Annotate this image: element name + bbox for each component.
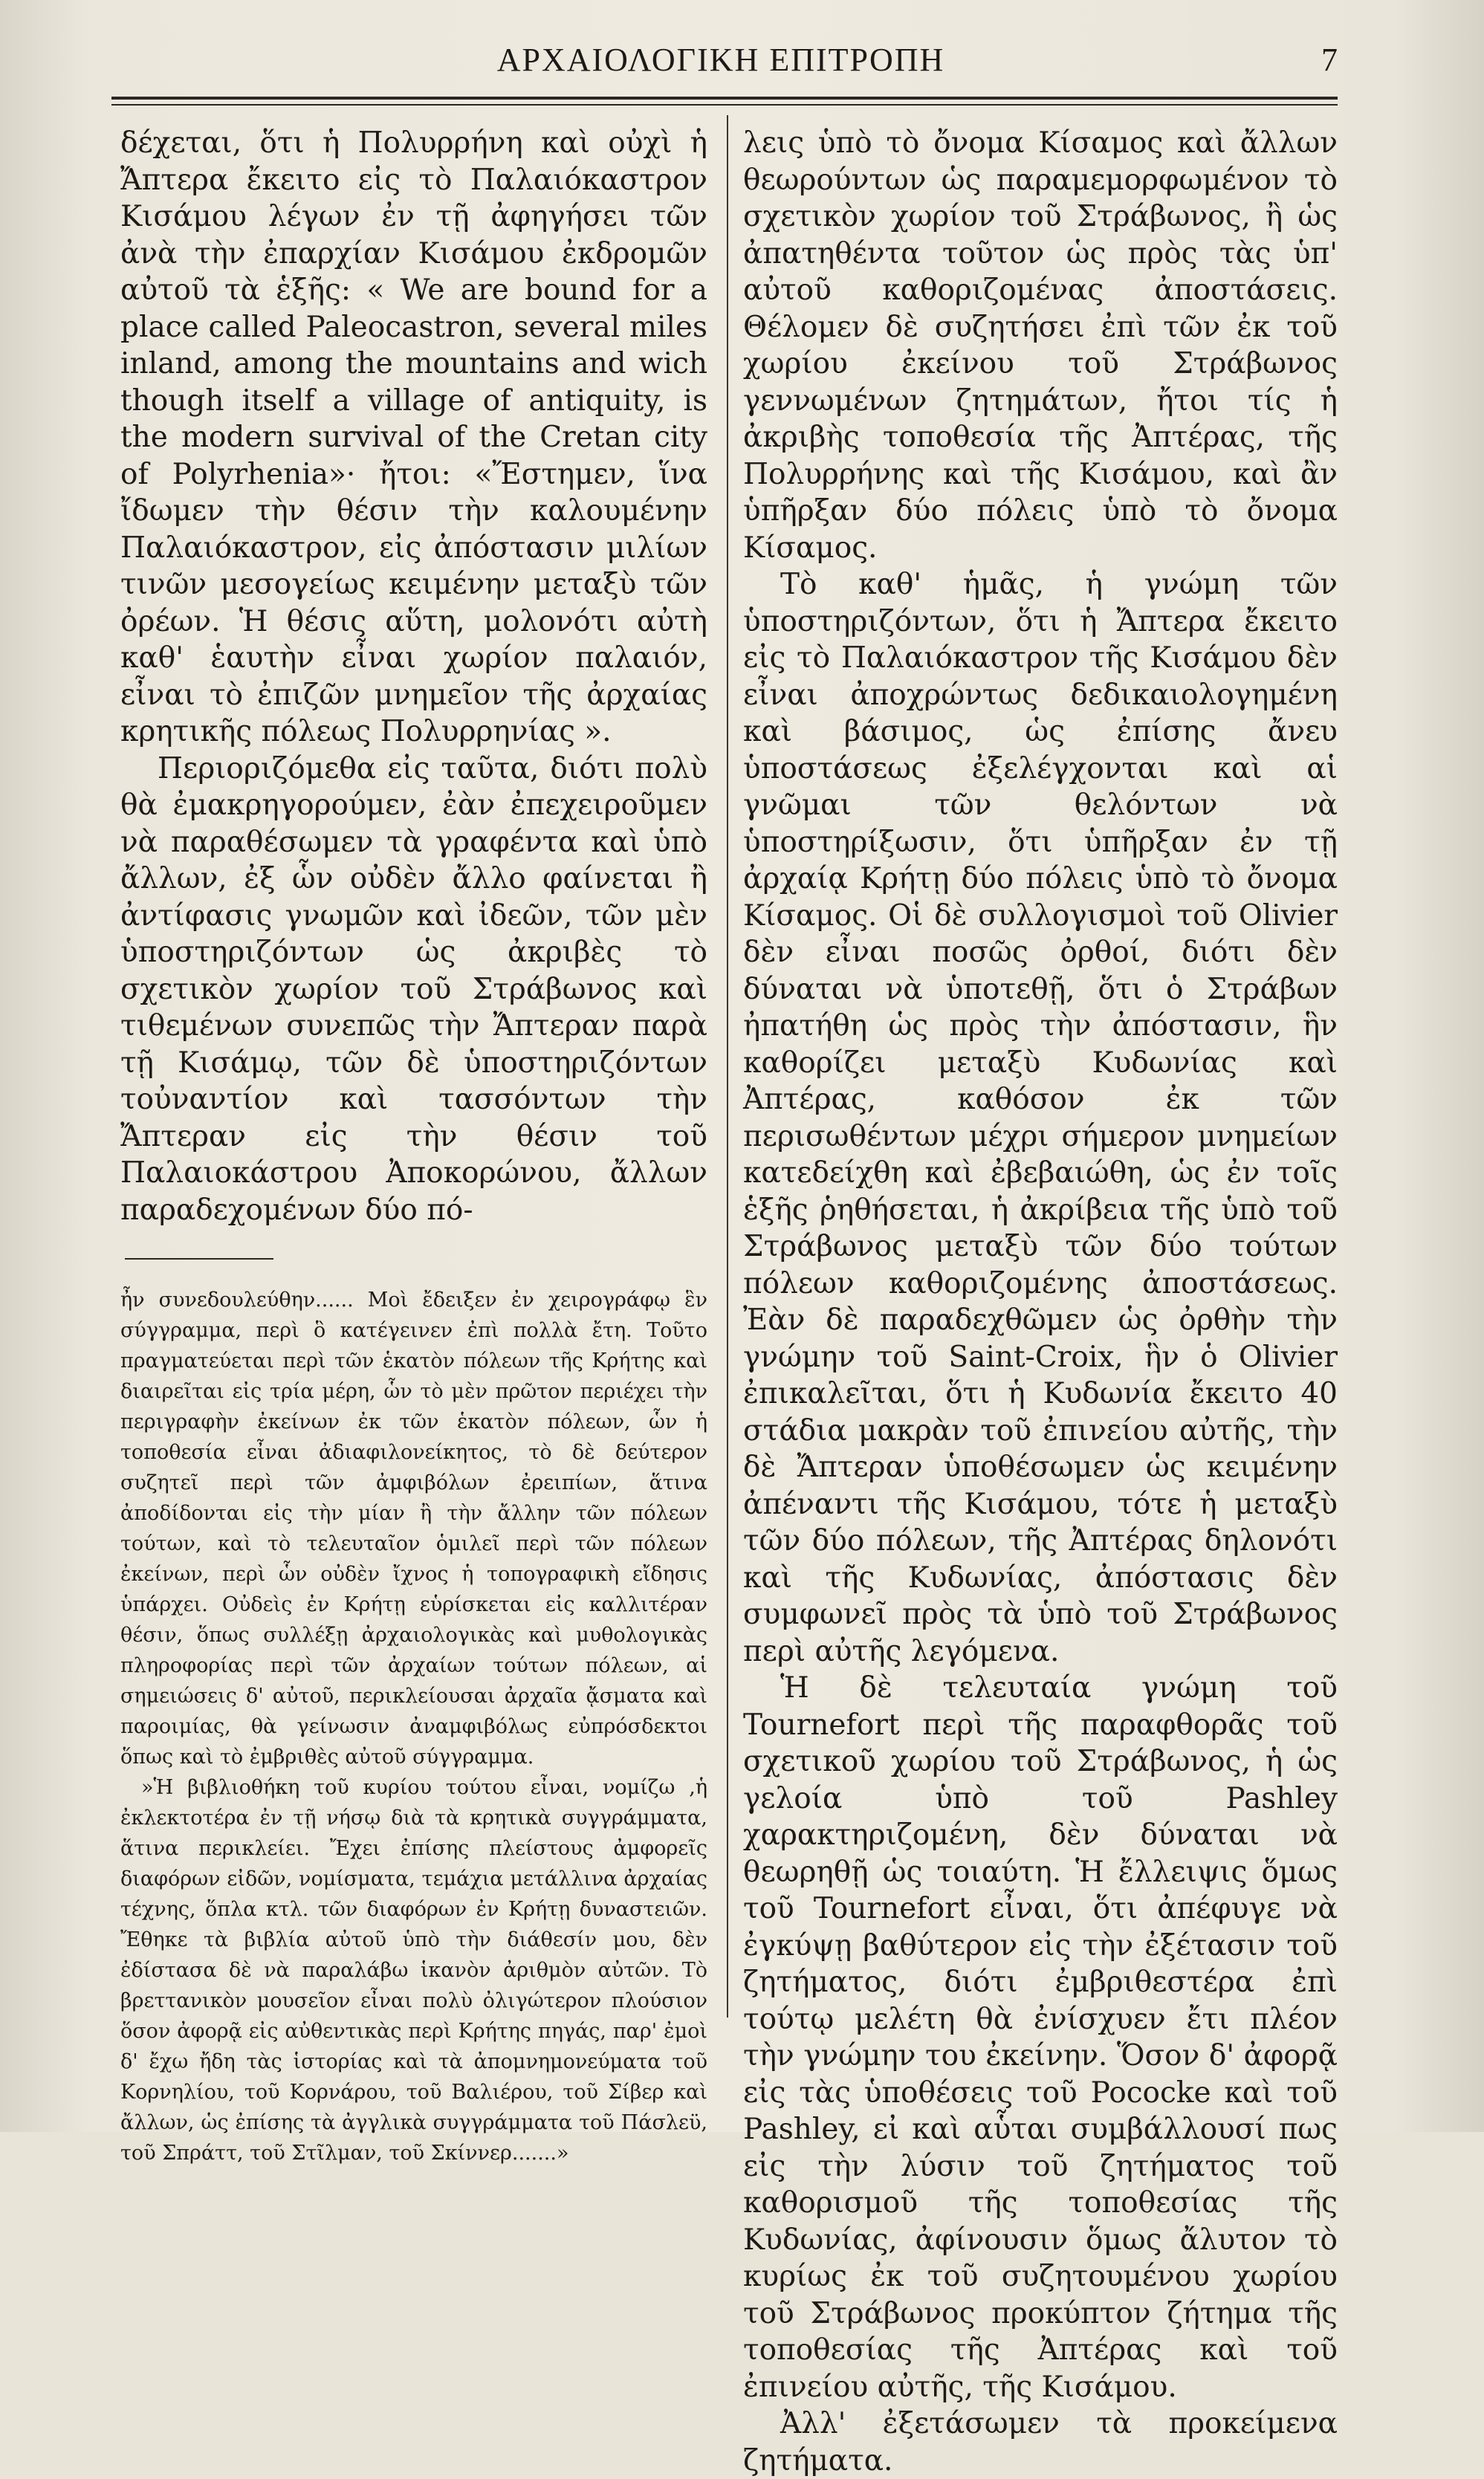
right-column bbox=[743, 125, 1338, 2479]
header-rule-thin bbox=[111, 104, 1338, 106]
right-paragraph-4: Ἀλλ' ἐξετάσωμεν τὰ προκείμενα ζητήματα. bbox=[743, 2407, 1338, 2478]
footnotes bbox=[120, 1285, 707, 2168]
footnote-2: »Ἡ βιβλιοθήκη τοῦ κυρίου τούτου εἶναι, νομίζω ,ἡ ἐκλεκτοτέρα ἐν τῇ νήσῳ διὰ τὰ κρητικὰ συγγράμματα, ἅτινα περικλείει. Ἔχει ἐπίσης πλείστους ἀμφορεῖς διαφόρων εἰδῶν, νομίσματα, τεμάχια μετάλλινα ἀρχαίας τέχνης, ὅπλα κτλ. τῶν διαφόρων ἐν Κρήτῃ δυναστειῶν. Ἔθηκε τὰ βιβλία αὐτοῦ ὑπὸ τὴν διάθεσίν μου, δὲν ἐδίστασα δὲ νὰ παραλάβω ἱκανὸν ἀριθμὸν αὐτῶν. Τὸ βρεττανικὸν μουσεῖον εἶναι πολὺ ὀλιγώτερον πλούσιον ὅσον ἀφορᾷ εἰς αὐθεντικὰς περὶ Κρήτης πηγάς, παρ' ἐμοὶ δ' ἔχω ἤδη τὰς ἱστορίας καὶ τὰ ἀπομνημονεύματα τοῦ Κορνηλίου, τοῦ Κορνάρου, τοῦ Βαλιέρου, τοῦ Σίβερ καὶ ἄλλων, ὡς ἐπίσης τὰ ἀγγλικὰ συγγράμματα τοῦ Πάσλεϋ, τοῦ Σπράττ, τοῦ Στῖλμαν, τοῦ Σκίννερ.......» bbox=[120, 1776, 707, 2165]
header-rule-thick bbox=[111, 97, 1338, 100]
left-column bbox=[120, 125, 707, 2168]
page-number: 7 bbox=[1321, 42, 1338, 78]
left-paragraph-2: Περιοριζόμεθα εἰς ταῦτα, διότι πολὺ θὰ ἐμακρηγορούμεν, ἐὰν ἐπεχειροῦμεν νὰ παραθέσωμεν τὰ γραφέντα καὶ ὑπὸ ἄλλων, ἐξ ὧν οὐδὲν ἄλλο φαίνεται ἢ ἀντίφασις γνωμῶν καὶ ἰδεῶν, τῶν μὲν ὑποστηριζόντων ὡς ἀκριβὲς τὸ σχετικὸν χωρίον τοῦ Στράβωνος καὶ τιθεμένων συνεπῶς τὴν Ἄπτεραν παρὰ τῇ Κισάμῳ, τῶν δὲ ὑποστηριζόντων τοὐναντίον καὶ τασσόντων τὴν Ἄπτεραν εἰς τὴν θέσιν τοῦ Παλαιοκάστρου Ἀποκορώνου, ἄλλων παραδεχομένων δύο πό- bbox=[120, 751, 707, 1227]
left-paragraph-1: δέχεται, ὅτι ἡ Πολυρρήνη καὶ οὐχὶ ἡ Ἄπτερα ἔκειτο εἰς τὸ Παλαιόκαστρον Κισάμου λέγων ἐν τῇ ἀφηγήσει τῶν ἀνὰ τὴν ἐπαρχίαν Κισάμου ἐκδρομῶν αὐτοῦ τὰ ἑξῆς: « We are bound for a place called Paleocastron, several miles inland, among the mountains and wich though itself a village of antiquity, is the modern survival of the Cretan city of Polyrhenia»· ἤτοι: «Ἔστημεν, ἵνα ἴδωμεν τὴν θέσιν τὴν καλουμένην Παλαιόκαστρον, εἰς ἀπόστασιν μιλίων τινῶν μεσογείως κειμένην μεταξὺ τῶν ὀρέων. Ἡ θέσις αὕτη, μολονότι αὐτὴ καθ' ἑαυτὴν εἶναι χωρίον παλαιόν, εἶναι τὸ ἐπιζῶν μνημεῖον τῆς ἀρχαίας κρητικῆς πόλεως Πολυρρηνίας ». bbox=[120, 126, 707, 748]
right-paragraph-1: λεις ὑπὸ τὸ ὄνομα Κίσαμος καὶ ἄλλων θεωρούντων ὡς παραμεμορφωμένον τὸ σχετικὸν χωρίον τοῦ Στράβωνος, ἢ ὡς ἀπατηθέντα τοῦτον ὡς πρὸς τὰς ὑπ' αὐτοῦ καθοριζομένας ἀποστάσεις. Θέλομεν δὲ συζητήσει ἐπὶ τῶν ἐκ τοῦ χωρίου ἐκείνου τοῦ Στράβωνος γεννωμένων ζητημάτων, ἤτοι τίς ἡ ἀκριβὴς τοποθεσία τῆς Ἀπτέρας, τῆς Πολυρρήνης καὶ τῆς Κισάμου, καὶ ἂν ὑπῆρξαν δύο πόλεις ὑπὸ τὸ ὄνομα Κίσαμος. bbox=[743, 126, 1338, 565]
page-header bbox=[104, 41, 1338, 93]
right-paragraph-3: Ἡ δὲ τελευταία γνώμη τοῦ Tournefort περὶ τῆς παραφθορᾶς τοῦ σχετικοῦ χωρίου τοῦ Στράβωνος, ἡ ὡς γελοία ὑπὸ τοῦ Pashley χαρακτηριζομένη, δὲν δύναται νὰ θεωρηθῇ ὡς τοιαύτη. Ἡ ἔλλειψις ὅμως τοῦ Tournefort εἶναι, ὅτι ἀπέφυγε νὰ ἐγκύψῃ βαθύτερον εἰς τὴν ἐξέτασιν τοῦ ζητήματος, διότι ἐμβριθεστέρα ἐπὶ τούτῳ μελέτη θὰ ἐνίσχυεν ἔτι πλέον τὴν γνώμην του ἐκείνην. Ὅσον δ' ἀφορᾷ εἰς τὰς ὑποθέσεις τοῦ Pococke καὶ τοῦ Pashley, εἰ καὶ αὗται συμβάλλουσί πως εἰς τὴν λύσιν τοῦ ζητήματος τοῦ καθορισμοῦ τῆς τοποθεσίας τῆς Κυδωνίας, ἀφίνουσιν ὅμως ἄλυτον τὸ κυρίως ἐκ τοῦ συζητουμένου χωρίου τοῦ Στράβωνος προκύπτον ζήτημα τῆς τοποθεσίας τῆς Ἀπτέρας καὶ τοῦ ἐπινείου αὐτῆς, τῆς Κισάμου. bbox=[743, 1671, 1338, 2404]
running-title: ΑΡΧΑΙΟΛΟΓΙΚΗ ΕΠΙΤΡΟΠΗ bbox=[496, 42, 945, 78]
footnote-1: ἦν συνεδουλεύθην...... Μοὶ ἔδειξεν ἐν χειρογράφῳ ἓν σύγγραμμα, περὶ ὃ κατέγεινεν ἐπὶ πολλὰ ἔτη. Τοῦτο πραγματεύεται περὶ τῶν ἑκατὸν πόλεων τῆς Κρήτης καὶ διαιρεῖται εἰς τρία μέρη, ὧν τὸ μὲν πρῶτον περιέχει τὴν περιγραφὴν ἐκείνων ἐκ τῶν ἑκατὸν πόλεων, ὧν ἡ τοποθεσία εἶναι ἀδιαφιλονείκητος, τὸ δὲ δεύτερον συζητεῖ περὶ τῶν ἀμφιβόλων ἐρειπίων, ἅτινα ἀποδίδονται εἰς τὴν μίαν ἢ τὴν ἄλλην τῶν πόλεων τούτων, καὶ τὸ τελευταῖον ὁμιλεῖ περὶ τῶν πόλεων ἐκείνων, περὶ ὧν οὐδὲν ἴχνος ἡ τοπογραφικὴ εἴδησις ὑπάρχει. Οὐδεὶς ἐν Κρήτῃ εὑρίσκεται εἰς καλλιτέραν θέσιν, ὅπως συλλέξῃ ἀρχαιολογικὰς καὶ μυθολογικὰς πληροφορίας περὶ τῶν ἀρχαίων τούτων πόλεων, αἱ σημειώσεις δ' αὐτοῦ, περικλείουσαι ἀρχαῖα ᾄσματα καὶ παροιμίας, θὰ γείνωσιν ἀναμφιβόλως εὐπρόσδεκτοι ὅπως καὶ τὸ ἐμβριθὲς αὐτοῦ σύγγραμμα. bbox=[120, 1289, 707, 1769]
footnote-separator bbox=[125, 1258, 273, 1260]
right-paragraph-2: Τὸ καθ' ἡμᾶς, ἡ γνώμη τῶν ὑποστηριζόντων, ὅτι ἡ Ἄπτερα ἔκειτο εἰς τὸ Παλαιόκαστρον τῆς Κισάμου δὲν εἶναι ἀποχρώντως δεδικαιολογημένη καὶ βάσιμος, ὡς ἐπίσης ἄνευ ὑποστάσεως ἐξελέγχονται καὶ αἱ γνῶμαι τῶν θελόντων νὰ ὑποστηρίξωσιν, ὅτι ὑπῆρξαν ἐν τῇ ἀρχαίᾳ Κρήτῃ δύο πόλεις ὑπὸ τὸ ὄνομα Κίσαμος. Οἱ δὲ συλλογισμοὶ τοῦ Olivier δὲν εἶναι ποσῶς ὀρθοί, διότι δὲν δύναται νὰ ὑποτεθῇ, ὅτι ὁ Στράβων ἠπατήθη ὡς πρὸς τὴν ἀπόστασιν, ἣν καθορίζει μεταξὺ Κυδωνίας καὶ Ἀπτέρας, καθόσον ἐκ τῶν περισωθέντων μέχρι σήμερον μνημείων κατεδείχθη καὶ ἐβεβαιώθη, ὡς ἐν τοῖς ἑξῆς ῥηθήσεται, ἡ ἀκρίβεια τῆς ὑπὸ τοῦ Στράβωνος μεταξὺ τῶν δύο τούτων πόλεων καθοριζομένης ἀποστάσεως. Ἐὰν δὲ παραδεχθῶμεν ὡς ὀρθὴν τὴν γνώμην τοῦ Saint-Croix, ἣν ὁ Olivier ἐπικαλεῖται, ὅτι ἡ Κυδωνία ἔκειτο 40 στάδια μακρὰν τοῦ ἐπινείου αὐτῆς, τὴν δὲ Ἄπτεραν ὑποθέσωμεν ὡς κειμένην ἀπέναντι τῆς Κισάμου, τότε ἡ μεταξὺ τῶν δύο πόλεων, τῆς Ἀπτέρας δηλονότι καὶ τῆς Κυδωνίας, ἀπόστασις δὲν συμφωνεῖ πρὸς τὰ ὑπὸ τοῦ Στράβωνος περὶ αὐτῆς λεγόμενα. bbox=[743, 568, 1338, 1668]
column-divider bbox=[727, 115, 728, 2018]
